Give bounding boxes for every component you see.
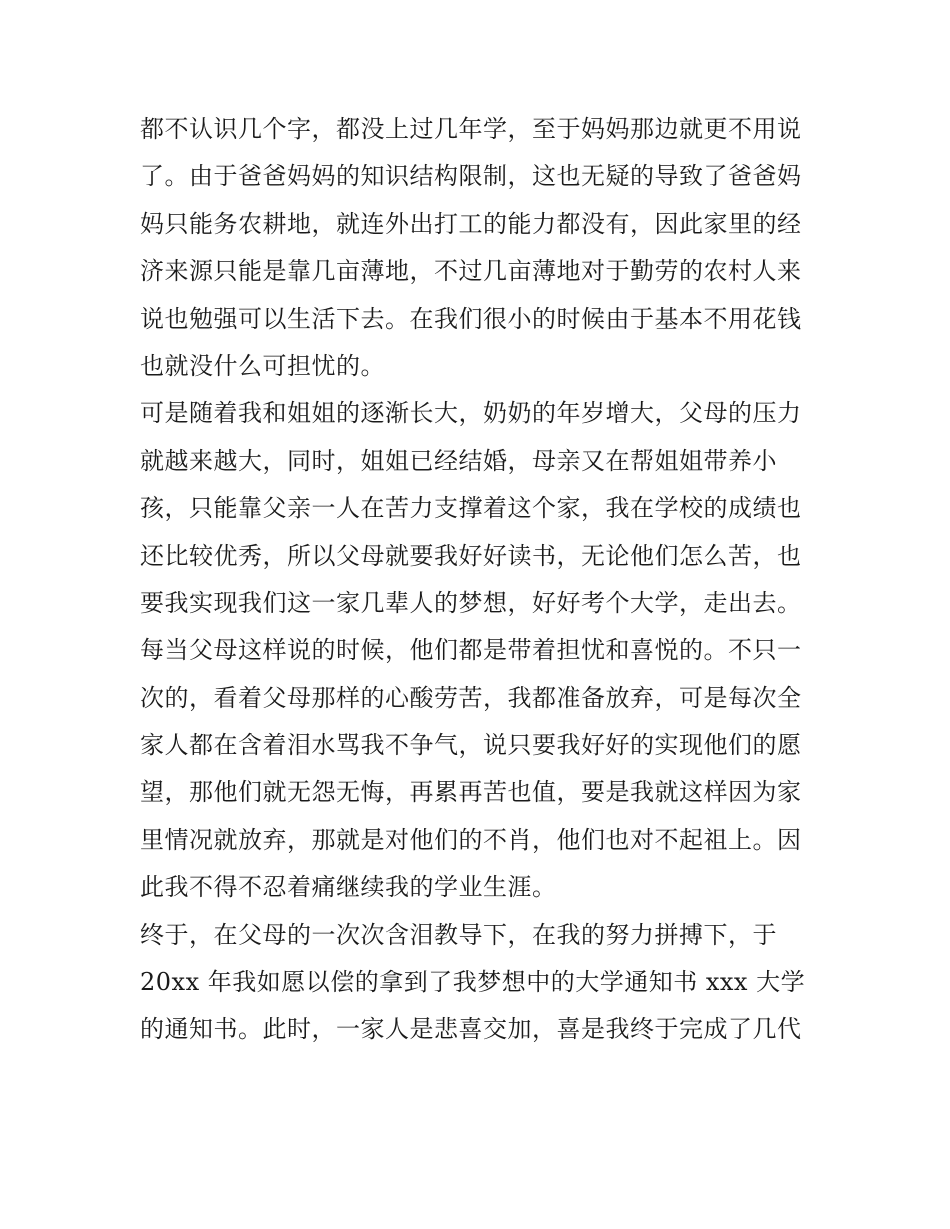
text-line: 20xx 年我如愿以偿的拿到了我梦想中的大学通知书 xxx 大学 — [140, 968, 806, 997]
text-line: 说也勉强可以生活下去。在我们很小的时候由于基本不用花钱 — [140, 304, 802, 333]
text-line: 此我不得不忍着痛继续我的学业生涯。 — [140, 873, 557, 902]
text-line: 就越来越大，同时，姐姐已经结婚，母亲又在帮姐姐带养小 — [140, 446, 777, 475]
text-line: 孩，只能靠父亲一人在苦力支撑着这个家，我在学校的成绩也 — [140, 494, 802, 523]
text-line: 望，那他们就无怨无悔，再累再苦也值，要是我就这样因为家 — [140, 778, 802, 807]
text-line: 可是随着我和姐姐的逐渐长大，奶奶的年岁增大，父母的压力 — [140, 399, 802, 428]
text-line: 次的，看着父母那样的心酸劳苦，我都准备放弃，可是每次全 — [140, 683, 802, 712]
text-line: 里情况就放弃，那就是对他们的不肖，他们也对不起祖上。因 — [140, 825, 802, 854]
text-line: 也就没什么可担忧的。 — [140, 351, 385, 380]
document-body — [140, 106, 812, 1054]
text-line: 妈只能务农耕地，就连外出打工的能力都没有，因此家里的经 — [140, 209, 802, 238]
text-line: 济来源只能是靠几亩薄地，不过几亩薄地对于勤劳的农村人来 — [140, 257, 802, 286]
text-line: 了。由于爸爸妈妈的知识结构限制，这也无疑的导致了爸爸妈 — [140, 162, 802, 191]
text-line: 终于，在父母的一次次含泪教导下，在我的努力拼搏下，于 — [140, 920, 777, 949]
text-line: 每当父母这样说的时候，他们都是带着担忧和喜悦的。不只一 — [140, 636, 802, 665]
text-line: 还比较优秀，所以父母就要我好好读书，无论他们怎么苦，也 — [140, 541, 802, 570]
text-line: 都不认识几个字，都没上过几年学，至于妈妈那边就更不用说 — [140, 115, 802, 143]
text-line: 的通知书。此时，一家人是悲喜交加，喜是我终于完成了几代 — [140, 1015, 802, 1044]
text-line: 家人都在含着泪水骂我不争气，说只要我好好的实现他们的愿 — [140, 731, 802, 760]
text-line: 要我实现我们这一家几辈人的梦想，好好考个大学，走出去。 — [140, 588, 802, 617]
